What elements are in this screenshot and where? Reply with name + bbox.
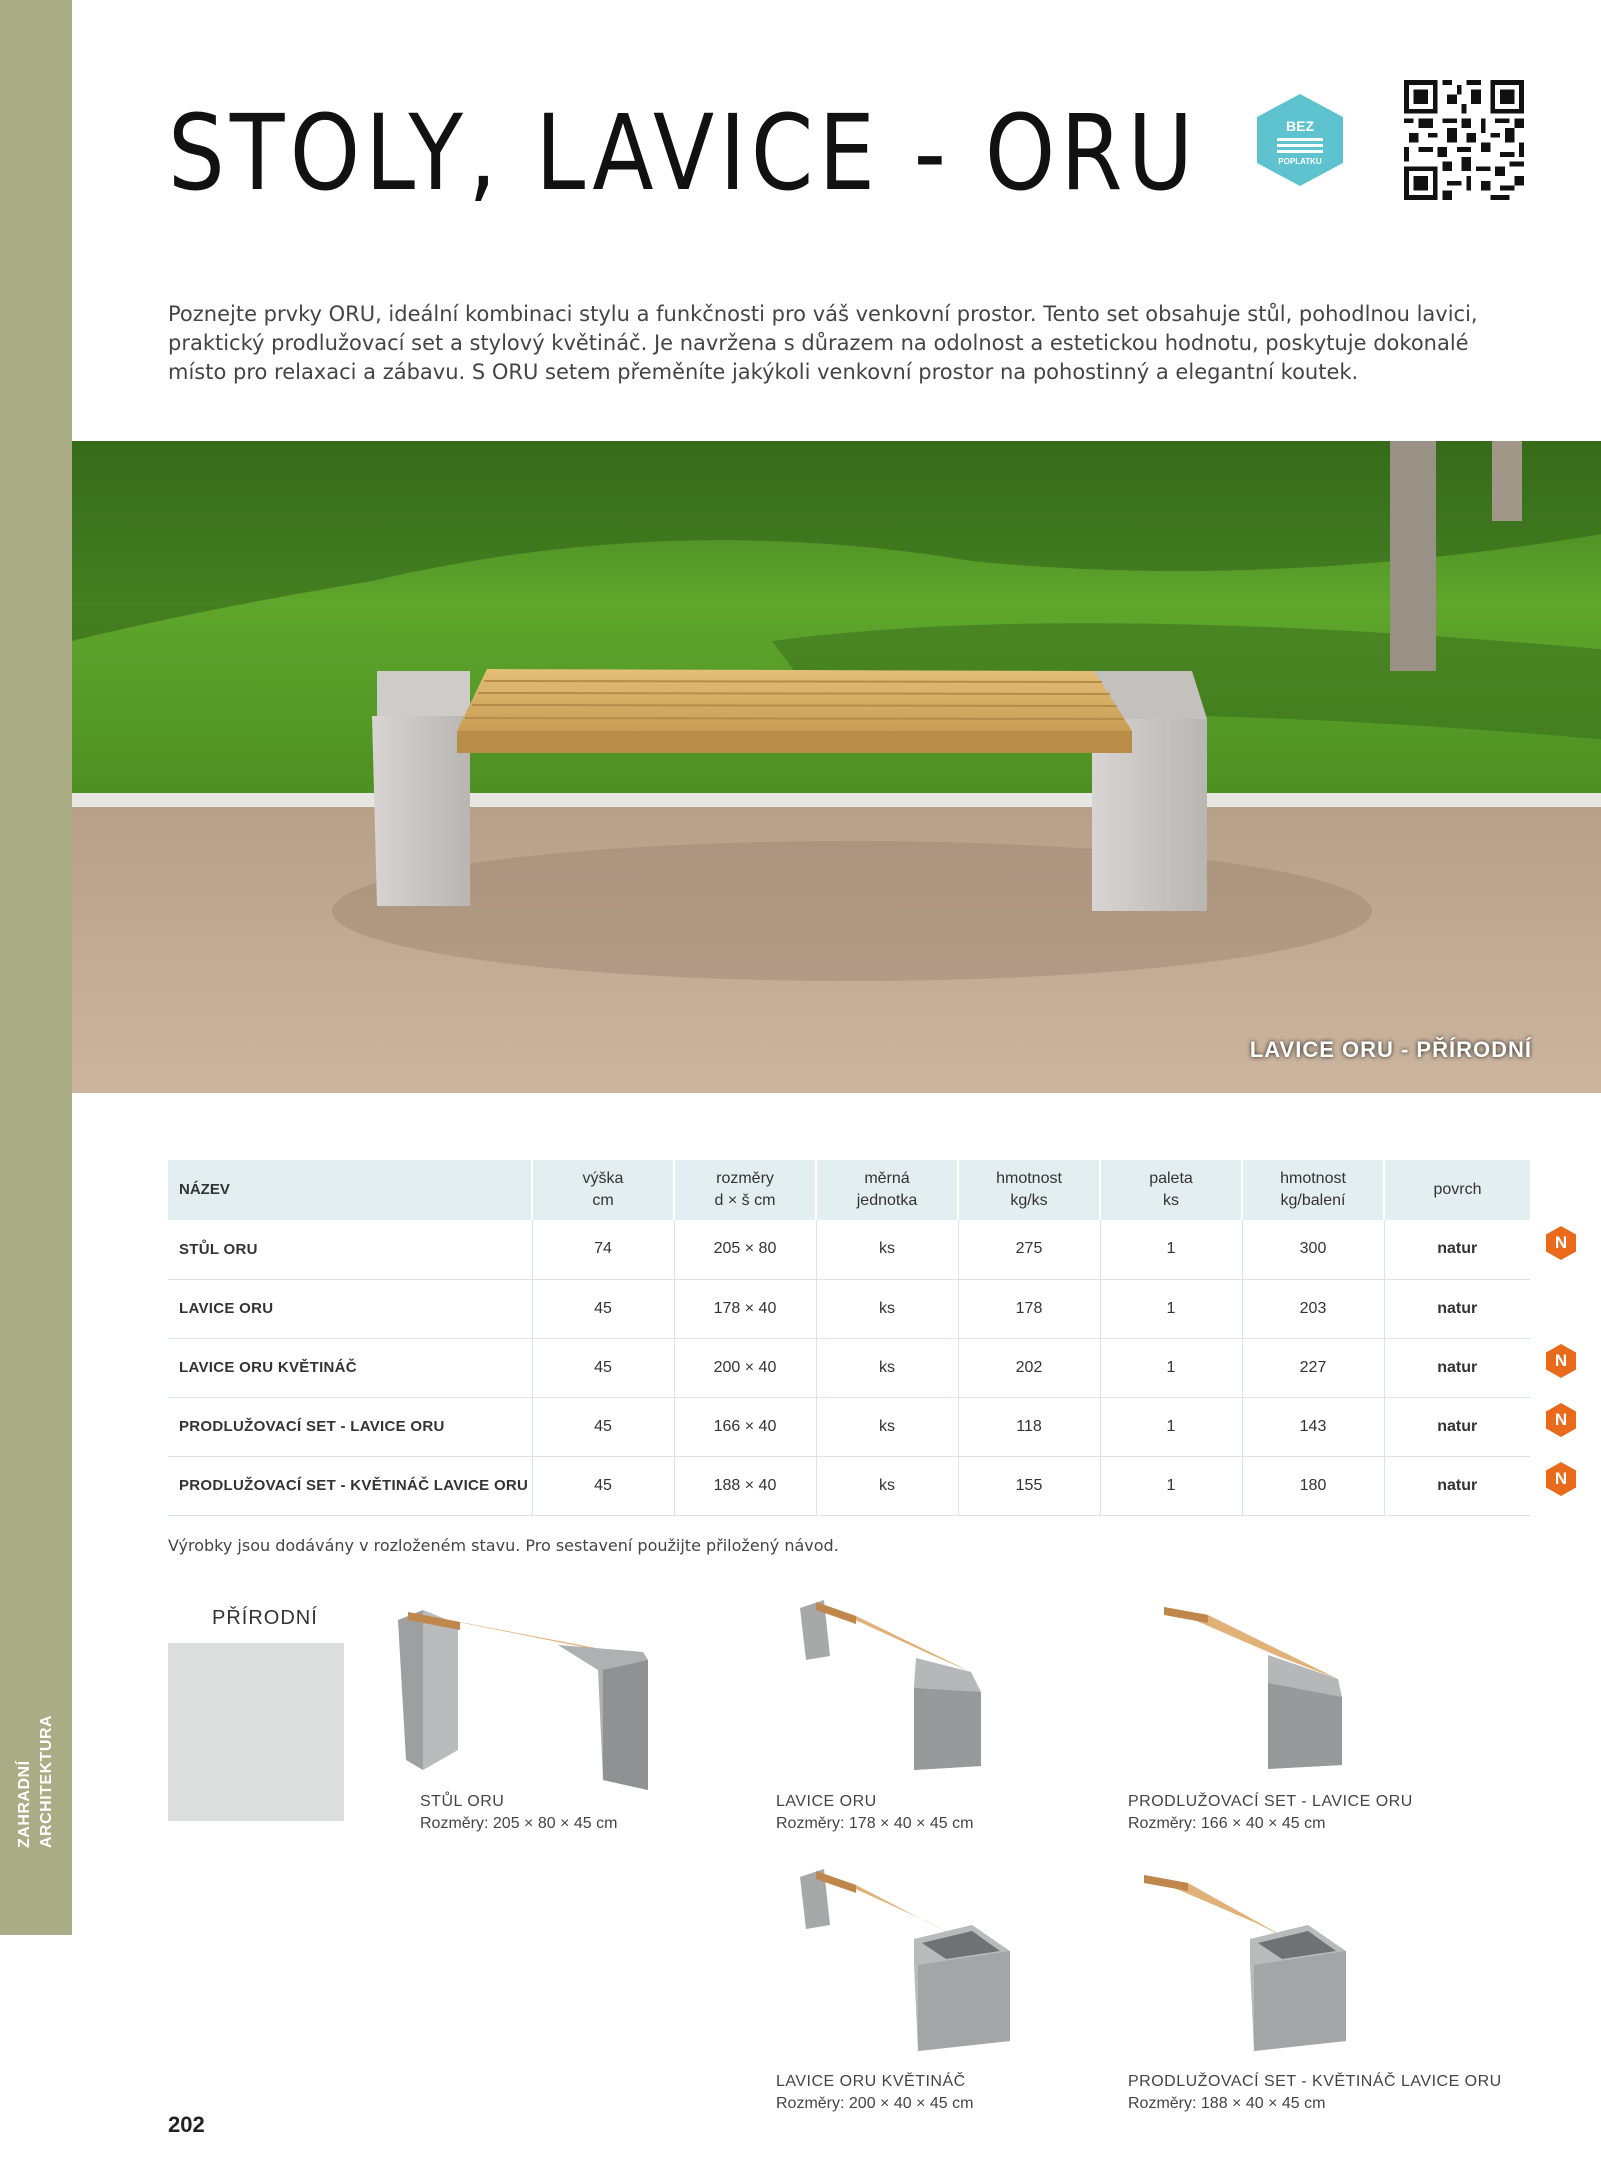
cell-name: LAVICE ORU KVĚTINÁČ <box>168 1338 532 1397</box>
cell-weight-pack: 143 <box>1242 1397 1384 1456</box>
product-caption <box>776 1791 973 1835</box>
cell-height: 45 <box>532 1397 674 1456</box>
cell-name: STŮL ORU <box>168 1220 532 1279</box>
cell-surface: natur <box>1384 1397 1530 1456</box>
cell-surface: natur <box>1384 1220 1530 1279</box>
cell-weight: 202 <box>958 1338 1100 1397</box>
cell-unit: ks <box>816 1220 958 1279</box>
cell-weight: 275 <box>958 1220 1100 1279</box>
new-badge: N <box>1544 1462 1578 1496</box>
qr-code[interactable] <box>1404 80 1524 200</box>
cell-name: PRODLUŽOVACÍ SET - KVĚTINÁČ LAVICE ORU <box>168 1456 532 1515</box>
cell-pallet: 1 <box>1100 1279 1242 1338</box>
new-badge: N <box>1544 1403 1578 1437</box>
product-image-extension-planter <box>1138 1865 1358 2055</box>
assembly-note: Výrobky jsou dodávány v rozloženém stavu. Pro sestavení použijte přiložený návod. <box>168 1536 839 1555</box>
cell-dims: 178 × 40 <box>674 1279 816 1338</box>
header-name: NÁZEV <box>168 1160 532 1220</box>
product-image-extension <box>1158 1597 1348 1775</box>
cell-name: PRODLUŽOVACÍ SET - LAVICE ORU <box>168 1397 532 1456</box>
product-caption <box>1128 1791 1413 1835</box>
cell-pallet: 1 <box>1100 1338 1242 1397</box>
cell-unit: ks <box>816 1338 958 1397</box>
product-dims: Rozměry: 166 × 40 × 45 cm <box>1128 1815 1326 1832</box>
cell-dims: 188 × 40 <box>674 1456 816 1515</box>
product-dims: Rozměry: 205 × 80 × 45 cm <box>420 1815 618 1832</box>
new-badge: N <box>1544 1344 1578 1378</box>
product-name: PRODLUŽOVACÍ SET - LAVICE ORU <box>1128 1793 1413 1810</box>
cell-dims: 166 × 40 <box>674 1397 816 1456</box>
header-dims: rozměry d × š cm <box>674 1160 816 1220</box>
photo-caption: LAVICE ORU - PŘÍRODNÍ <box>1249 1037 1532 1062</box>
product-image-table <box>398 1600 656 1790</box>
header-unit: měrná jednotka <box>816 1160 958 1220</box>
cell-weight: 118 <box>958 1397 1100 1456</box>
section-label <box>14 1714 70 1848</box>
product-image-bench-planter <box>796 1865 1016 2055</box>
cell-height: 45 <box>532 1456 674 1515</box>
table-row <box>168 1220 1530 1279</box>
cell-unit: ks <box>816 1279 958 1338</box>
table-row <box>168 1456 1530 1515</box>
cell-surface: natur <box>1384 1456 1530 1515</box>
cell-dims: 200 × 40 <box>674 1338 816 1397</box>
header-height: výška cm <box>532 1160 674 1220</box>
cell-weight-pack: 180 <box>1242 1456 1384 1515</box>
cell-surface: natur <box>1384 1338 1530 1397</box>
product-dims: Rozměry: 188 × 40 × 45 cm <box>1128 2095 1326 2112</box>
table-row <box>168 1397 1530 1456</box>
cell-height: 45 <box>532 1279 674 1338</box>
section-label-line1: ZAHRADNÍ <box>16 1760 33 1848</box>
table-row <box>168 1279 1530 1338</box>
badge-text-1: BEZ <box>1286 118 1314 134</box>
product-name: LAVICE ORU <box>776 1793 877 1810</box>
bench-photo-image <box>72 441 1601 1093</box>
cell-weight: 155 <box>958 1456 1100 1515</box>
cell-pallet: 1 <box>1100 1397 1242 1456</box>
header-weight: hmotnost kg/ks <box>958 1160 1100 1220</box>
cell-pallet: 1 <box>1100 1220 1242 1279</box>
product-dims: Rozměry: 200 × 40 × 45 cm <box>776 2095 974 2112</box>
swatch-title: PŘÍRODNÍ <box>212 1607 318 1629</box>
product-caption <box>420 1791 617 1835</box>
product-name: LAVICE ORU KVĚTINÁČ <box>776 2073 966 2090</box>
spec-table <box>168 1160 1530 1516</box>
product-name: PRODLUŽOVACÍ SET - KVĚTINÁČ LAVICE ORU <box>1128 2073 1502 2090</box>
hexagon-icon <box>1253 92 1347 188</box>
product-caption <box>776 2071 973 2115</box>
product-caption <box>1128 2071 1502 2115</box>
new-badge: N <box>1544 1226 1578 1260</box>
product-dims: Rozměry: 178 × 40 × 45 cm <box>776 1815 974 1832</box>
cell-weight: 178 <box>958 1279 1100 1338</box>
header-weight-pack: hmotnost kg/balení <box>1242 1160 1384 1220</box>
header-pallet: paleta ks <box>1100 1160 1242 1220</box>
table-row <box>168 1338 1530 1397</box>
qr-code-icon <box>1404 80 1524 200</box>
color-swatch <box>168 1643 344 1821</box>
cell-dims: 205 × 80 <box>674 1220 816 1279</box>
table-header-row <box>168 1160 1530 1220</box>
product-image-bench <box>796 1596 986 1774</box>
hero-photo <box>72 441 1601 1093</box>
product-name: STŮL ORU <box>420 1793 505 1810</box>
header-surface: povrch <box>1384 1160 1530 1220</box>
badge-text-2: POPLATKU <box>1278 157 1322 166</box>
side-strip <box>0 0 72 1935</box>
page-title: STOLY, LAVICE - ORU <box>168 92 1199 214</box>
cell-weight-pack: 300 <box>1242 1220 1384 1279</box>
cell-weight-pack: 203 <box>1242 1279 1384 1338</box>
cell-unit: ks <box>816 1397 958 1456</box>
intro-paragraph: Poznejte prvky ORU, ideální kombinaci stylu a funkčnosti pro váš venkovní prostor. Tento set obsahuje stůl, pohodlnou lavici, praktický prodlužovací set a stylový květináč. Je navržena s důrazem na odolnost a estetickou hodnotu, poskytuje dokonalé místo pro relaxaci a zábavu. S ORU setem přeměníte jakýkoli venkovní prostor na pohostinný a elegantní koutek. <box>168 302 1478 384</box>
cell-pallet: 1 <box>1100 1456 1242 1515</box>
cell-surface: natur <box>1384 1279 1530 1338</box>
cell-name: LAVICE ORU <box>168 1279 532 1338</box>
cell-weight-pack: 227 <box>1242 1338 1384 1397</box>
cell-height: 74 <box>532 1220 674 1279</box>
cell-unit: ks <box>816 1456 958 1515</box>
cell-height: 45 <box>532 1338 674 1397</box>
page-number: 202 <box>168 2112 205 2137</box>
section-label-line2: ARCHITEKTURA <box>38 1714 55 1848</box>
free-shipping-badge <box>1253 92 1347 188</box>
